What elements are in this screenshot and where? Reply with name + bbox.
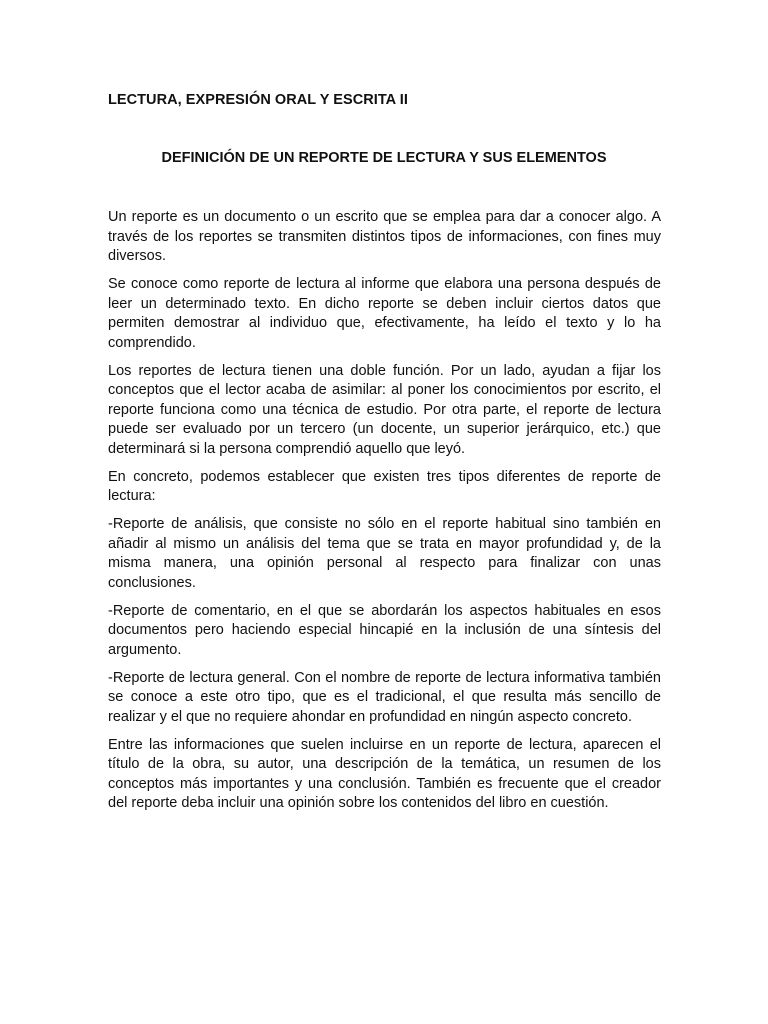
- paragraph-type-general: -Reporte de lectura general. Con el nombre de reporte de lectura informativa también se conoce a este otro tipo, que es el tradicional, el que resulta más sencillo de realizar y el que no requiere ahondar en profundidad en ningún aspecto concreto.: [108, 669, 661, 725]
- paragraph-intro: Un reporte es un documento o un escrito que se emplea para dar a conocer algo. A través de los reportes se transmiten distintos tipos de informaciones, con fines muy diversos.: [108, 209, 661, 264]
- paragraph-definition: Se conoce como reporte de lectura al informe que elabora una persona después de leer un determinado texto. En dicho reporte se deben incluir ciertos datos que permiten demostrar al individuo que, efectivamente, ha leído el texto y lo ha comprendido.: [108, 276, 661, 351]
- document-subtitle: DEFINICIÓN DE UN REPORTE DE LECTURA Y SUS ELEMENTOS: [161, 150, 607, 166]
- document-body: [108, 208, 661, 822]
- paragraph-type-analysis: -Reporte de análisis, que consiste no sólo en el reporte habitual sino también en añadir al mismo un análisis del tema que se trata en mayor profundidad y, de la misma manera, una opinión personal al respecto para finalizar con unas conclusiones.: [108, 516, 661, 591]
- document-title: LECTURA, EXPRESIÓN ORAL Y ESCRITA II: [108, 92, 408, 108]
- paragraph-function: Los reportes de lectura tienen una doble función. Por un lado, ayudan a fijar los conceptos que el lector acaba de asimilar: al poner los conocimientos por escrito, el reporte funciona como una técnica de estudio. Por otra parte, el reporte de lectura puede ser evaluado por un tercero (un docente, un superior jerárquico, etc.) que determinará si la persona comprendió aquello que leyó.: [108, 362, 661, 457]
- paragraph-contents: Entre las informaciones que suelen incluirse en un reporte de lectura, aparecen el título de la obra, su autor, una descripción de la temática, un resumen de los conceptos más importantes y una conclusión. También es frecuente que el creador del reporte deba incluir una opinión sobre los contenidos del libro en cuestión.: [108, 736, 661, 811]
- paragraph-types-intro: En concreto, podemos establecer que existen tres tipos diferentes de reporte de lectura:: [108, 468, 661, 504]
- paragraph-type-commentary: -Reporte de comentario, en el que se abordarán los aspectos habituales en esos documentos pero haciendo especial hincapié en la inclusión de una síntesis del argumento.: [108, 602, 661, 658]
